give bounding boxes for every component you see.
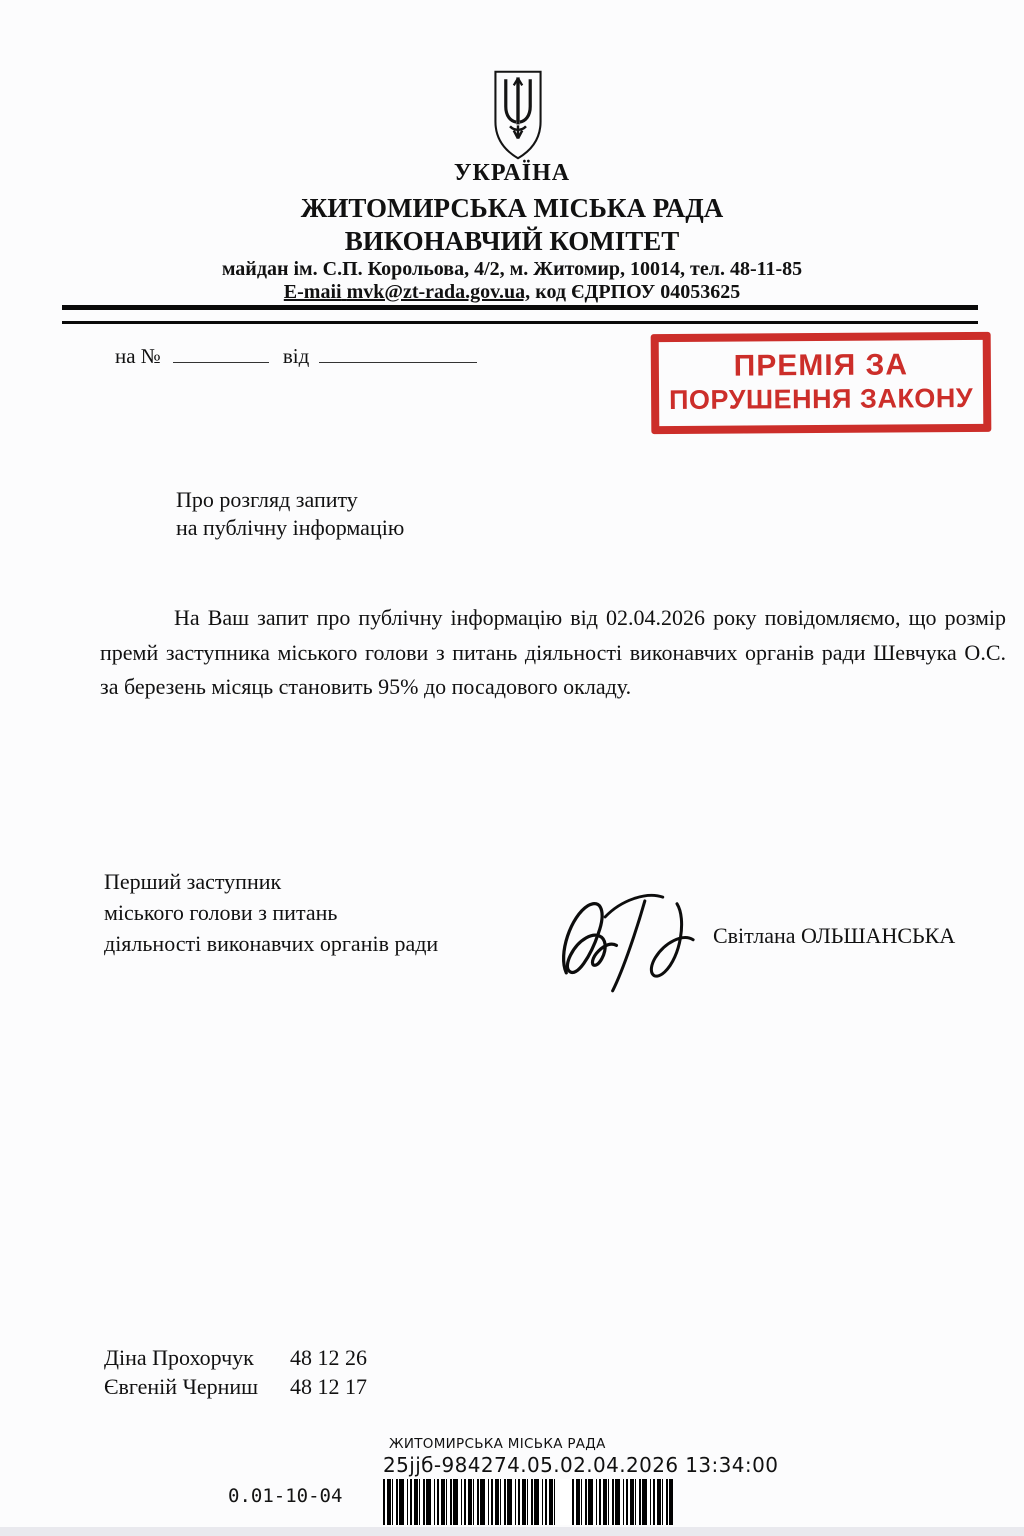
executor-contacts [104,1343,367,1401]
header-divider-rule [62,305,978,324]
signer-title-line-2: міського голови з питань [104,900,338,925]
subject-block [176,486,404,542]
reference-number-blank [173,341,269,363]
edrpou-code: код ЄДРПОУ 04053625 [535,281,741,303]
registration-barcode-block [383,1436,778,1525]
subject-line-2: на публічну інформацію [176,515,405,540]
barcode-org-label: ЖИТОМИРСЬКА МІСЬКА РАДА [389,1436,606,1452]
ukraine-trident-emblem-icon [489,68,547,162]
contact-row [104,1372,367,1401]
department-title: ВИКОНАВЧИЙ КОМІТЕТ [344,226,680,256]
contact-name: Євгеній Черниш [104,1374,259,1399]
email-label: E-maii [283,281,342,303]
contact-name: Діна Прохорчук [104,1345,254,1370]
handwritten-signature-icon [553,876,695,994]
barcode-number: 25jjб-984274.05.02.04.2026 13:34:00 [383,1453,779,1477]
country-title: УКРАЇНА [453,160,571,186]
signer-name: Світлана ОЛЬШАНСЬКА [713,923,956,948]
contact-phone: 48 12 17 [290,1374,367,1399]
email-address: mvk@zt-rada.gov.ua, [346,281,531,303]
body-paragraph: На Ваш запит про публічну інформацію від 02.04.2026 року повідомляємо, що розмір премй заступника міського голови з питань діяльності виконавчих органів ради Шевчука О.С. за березень місяць становить 95% до посадового окладу. [100,605,1006,699]
registration-barcode-icon [383,1479,673,1525]
reference-na-label: на № [115,344,161,368]
email-line [0,281,1024,304]
signer-title-line-3: діяльності виконавчих органів ради [104,931,439,956]
violation-stamp [651,332,992,434]
subject-line-1: Про розгляд запиту [176,487,358,512]
document-index-code: 0.01-10-04 [228,1485,343,1507]
organization-title: ЖИТОМИРСЬКА МІСЬКА РАДА [300,193,724,223]
stamp-line-1: ПРЕМІЯ ЗА [733,348,909,383]
reference-date-blank [319,341,477,363]
contact-phone: 48 12 26 [290,1345,367,1370]
address-line: майдан ім. С.П. Корольова, 4/2, м. Житомир, 10014, тел. 48-11-85 [221,258,803,280]
reference-vid-label: від [282,344,310,368]
signer-title-block [104,866,438,959]
stamp-line-2: ПОРУШЕННЯ ЗАКОНУ [668,382,974,416]
reference-line [115,341,477,369]
signer-title-line-1: Перший заступник [104,869,282,894]
contact-row [104,1343,367,1372]
